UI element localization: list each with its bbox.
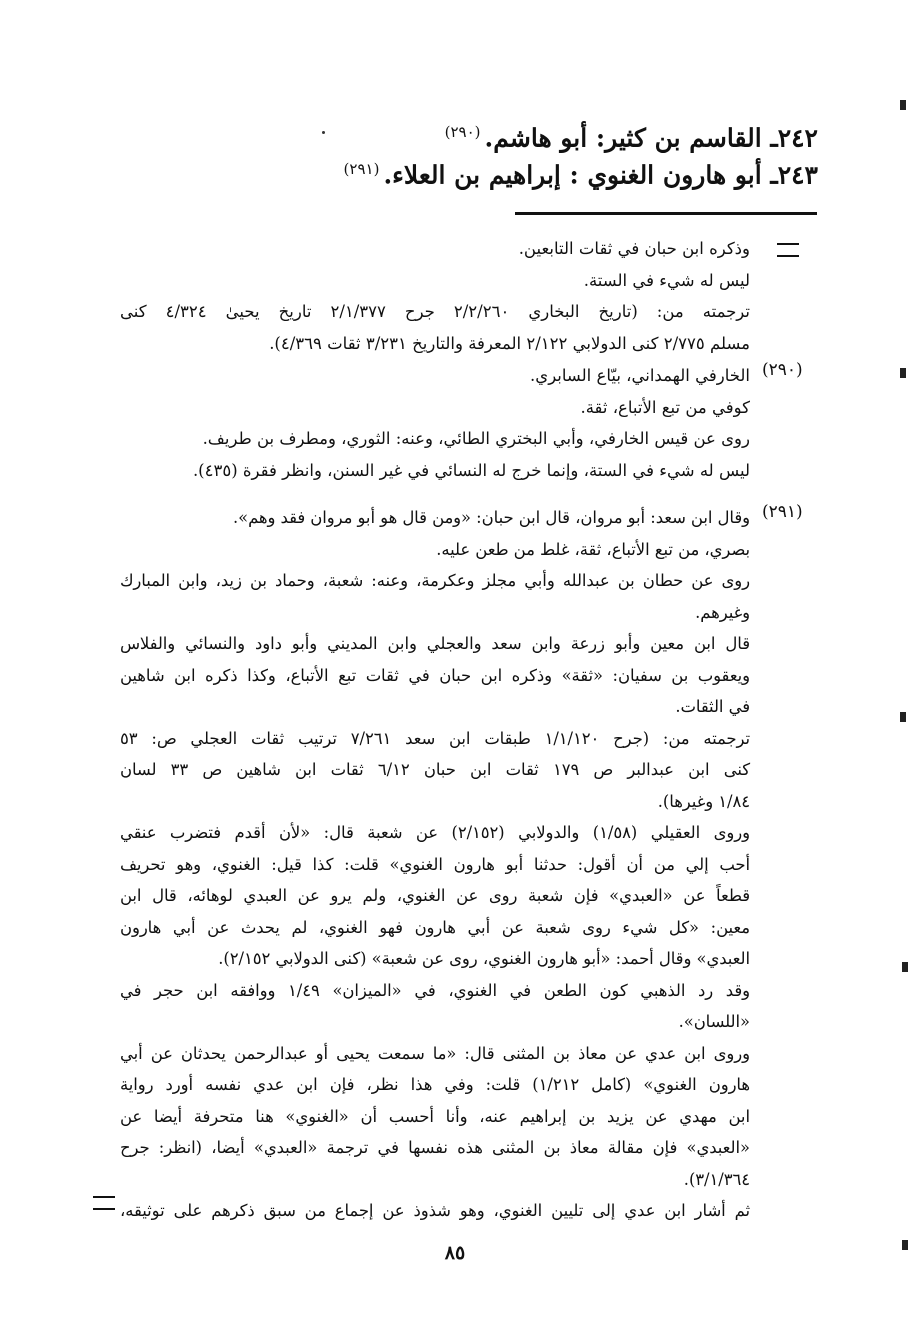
footnote-291 bbox=[120, 502, 750, 1227]
note-line: ليس له شيء في الستة. bbox=[583, 270, 750, 290]
entry-242-text: ٢٤٢ـ القاسم بن كثير: أبو هاشم. bbox=[484, 123, 818, 153]
entry-242-ref: (٢٩٠) bbox=[444, 123, 481, 141]
note-line: الخارفي الهمداني، بيّاع السابري. bbox=[530, 366, 750, 385]
note-line: قال ابن معين وأبو زرعة وابن سعد والعجلي وابن المديني وأبو داود والنسائي والفلاس bbox=[120, 634, 750, 653]
note-line: وقد رد الذهبي كون الطعن في الغنوي، في «الميزان» ١/٤٩ ووافقه ابن حجر في bbox=[120, 980, 750, 1000]
note-line: مسلم ٢/٧٧٥ كنى الدولابي ٢/١٢٢ المعرفة والتاريخ ٣/٢٣١ ثقات ٤/٣٦٩). bbox=[269, 333, 750, 353]
note-line: ويعقوب بن سفيان: «ثقة» وذكره ابن حبان في ثقات تبع الأتباع، وكذا ذكره ابن شاهين bbox=[120, 665, 750, 685]
note-line: ترجمته من: (جرح ١/١/١٢٠ طبقات ابن سعد ٧/٢٦١ ترتيب ثقات العجلي ص: ٥٣ bbox=[120, 728, 751, 748]
page-number: ٨٥ bbox=[444, 1242, 466, 1264]
entry-243-ref: (٢٩١) bbox=[343, 160, 380, 178]
note-line: «اللسان». bbox=[678, 1012, 750, 1031]
note-line: وروى ابن عدي عن معاذ بن المثنى قال: «ما سمعت يحيى أو عبدالرحمن يحدثان عن أبي bbox=[120, 1043, 750, 1063]
note-line: ١/٨٤ وغيرها). bbox=[657, 791, 750, 811]
footnote-continuation bbox=[120, 233, 750, 359]
scan-edge-mark bbox=[900, 100, 906, 110]
footnote-290 bbox=[120, 360, 750, 486]
scan-dot bbox=[322, 131, 325, 134]
footnote-290-marker: (٢٩٠) bbox=[762, 360, 803, 380]
note-line: كوفي من تبع الأتباع، ثقة. bbox=[580, 397, 750, 417]
note-line: ابن مهدي عن يزيد بن إبراهيم عنه، وأنا أحسب أن «الغنوي» هنا متحرفة أيضا عن bbox=[120, 1106, 750, 1126]
note-line: وروى العقيلي (١/٥٨) والدولابي (٢/١٥٢) عن شعبة قال: «لأن أقدم فتضرب عنقي bbox=[120, 823, 750, 842]
scan-edge-mark bbox=[902, 962, 908, 972]
continuation-mark bbox=[93, 1196, 115, 1210]
note-line: بصري، من تبع الأتباع، ثقة، غلط من طعن عليه. bbox=[436, 539, 750, 559]
note-line: ٣/١/٣٦٤). bbox=[683, 1169, 750, 1189]
note-line: في الثقات. bbox=[675, 697, 750, 716]
note-line: وقال ابن سعد: أبو مروان، قال ابن حبان: «ومن قال هو أبو مروان فقد وهم». bbox=[232, 508, 750, 527]
scan-edge-mark bbox=[900, 712, 906, 722]
note-line: أحب إلي من أن أقول: حدثنا أبو هارون الغنوي» قلت: كذا قيل: الغنوي، وهو تحريف bbox=[120, 854, 750, 874]
footnote-291-marker: (٢٩١) bbox=[762, 502, 803, 522]
note-line: ترجمته من: (تاريخ البخاري ٢/٢/٢٦٠ جرح ٢/١/٣٧٧ تاريخ يحيىٰ ٤/٣٢٤ كنى bbox=[120, 302, 751, 321]
entry-243-text: ٢٤٣ـ أبو هارون الغنوي : إبراهيم بن العلاء. bbox=[383, 160, 818, 190]
note-line: قطعاً عن «العبدي» فإن شعبة روى عن الغنوي، ولم يرو عن العبدي لوهائه، قال ابن bbox=[120, 886, 750, 905]
note-line: كنى ابن عبدالبر ص ١٧٩ ثقات ابن حبان ٦/١٢ ثقات ابن شاهين ص ٣٣ لسان bbox=[120, 760, 751, 779]
scan-edge-mark bbox=[900, 368, 906, 378]
note-line: هارون الغنوي» (كامل ١/٢١٢) قلت: وفي هذا نظر، فإن ابن عدي نفسه أورد رواية bbox=[120, 1075, 750, 1094]
continuation-mark bbox=[777, 243, 799, 257]
note-line: العبدي» وقال أحمد: «أبو هارون الغنوي، روى عن شعبة» (كنى الدولابي ٢/١٥٢). bbox=[218, 949, 750, 968]
note-line: ليس له شيء في الستة، وإنما خرج له النسائي في غير السنن، وانظر فقرة (٤٣٥). bbox=[192, 460, 750, 480]
entry-243 bbox=[344, 152, 818, 192]
note-line: روى عن حطان بن عبدالله وأبي مجلز وعكرمة، وعنه: شعبة، وحماد بن زيد، وابن المبارك bbox=[120, 571, 750, 590]
entry-242 bbox=[445, 115, 818, 155]
note-line: «العبدي» فإن مقالة معاذ بن المثنى هذه نفسها في ترجمة «العبدي» أيضا، (انظر: جرح bbox=[120, 1138, 750, 1157]
note-line: روى عن قيس الخارفي، وأبي البختري الطائي، وعنه: الثوري، ومطرف بن طريف. bbox=[202, 429, 750, 448]
footnote-separator bbox=[515, 212, 817, 215]
note-line: ثم أشار ابن عدي إلى تليين الغنوي، وهو شذوذ عن إجماع من سبق ذكرهم على توثيقه، bbox=[120, 1201, 750, 1220]
note-line: وذكره ابن حبان في ثقات التابعين. bbox=[518, 239, 750, 258]
note-line: وغيرهم. bbox=[695, 602, 750, 622]
note-line: معين: «كل شيء روى شعبة عن أبي هارون فهو الغنوي، لم يحدث عن أبي هارون bbox=[120, 917, 750, 937]
